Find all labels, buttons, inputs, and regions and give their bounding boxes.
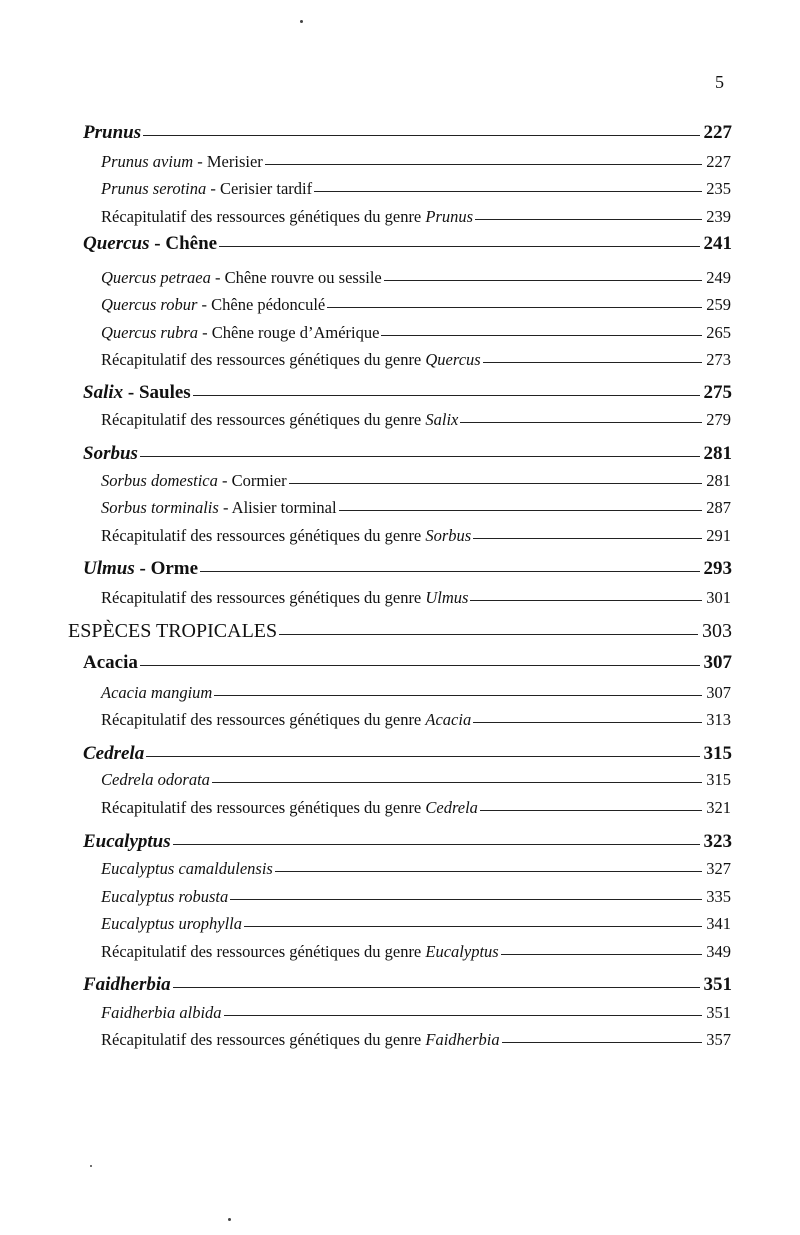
toc-entry-species [101, 207, 731, 227]
toc-entry-title-part: Ulmus [425, 588, 469, 607]
toc-entry-title [83, 652, 138, 674]
toc-entry-species [101, 798, 731, 818]
toc-entry-title-part: Faidherbia albida [101, 1003, 222, 1022]
page-number: 5 [715, 72, 724, 92]
dot-leader [327, 307, 702, 308]
toc-entry-title-part: Cedrela [83, 743, 145, 764]
toc-entry-title [83, 443, 138, 465]
toc-entry-title [101, 887, 228, 907]
toc-entry-page: 241 [703, 233, 732, 254]
toc-entry-title-part: Prunus [425, 207, 474, 226]
toc-entry-species [101, 323, 731, 343]
toc-entry-title-part: Récapitulatif des ressources génétiques du genre [101, 710, 426, 729]
toc-entry-species [101, 1003, 731, 1023]
toc-entry-title [101, 323, 379, 343]
dot-leader [219, 246, 699, 247]
toc-entry-title-part: Récapitulatif des ressources génétiques du genre [101, 588, 426, 607]
toc-entry-title-part: Acacia [425, 710, 472, 729]
toc-entry-title [101, 471, 287, 491]
toc-entry-page: 275 [703, 382, 732, 403]
toc-entry-title [83, 233, 217, 255]
toc-entry-page: 279 [706, 410, 731, 429]
toc-entry-title [101, 1003, 222, 1023]
scan-speck [300, 20, 303, 23]
toc-entry-title [101, 498, 337, 518]
scan-speck [228, 1218, 231, 1221]
toc-entry-species [101, 410, 731, 430]
toc-entry-genus [83, 382, 732, 404]
toc-entry-title [101, 350, 481, 370]
toc-entry-page: 349 [706, 942, 731, 961]
toc-entry-title-part: - Merisier [193, 152, 263, 171]
toc-entry-title-part: Quercus [425, 350, 481, 369]
toc-entry-title-part: - Saules [123, 382, 191, 403]
toc-entry-title [101, 268, 382, 288]
toc-entry-title-part: - Chêne rouvre ou sessile [210, 268, 382, 287]
toc-entry-title-part: ESPÈCES TROPICALES [68, 620, 278, 642]
toc-entry-title-part: - Orme [134, 558, 199, 579]
dot-leader [339, 510, 703, 511]
toc-entry-page: 341 [706, 914, 731, 933]
toc-entry-page: 281 [706, 471, 731, 490]
dot-leader [244, 926, 702, 927]
toc-entry-species [101, 770, 731, 790]
dot-leader [265, 164, 702, 165]
toc-entry-page: 291 [706, 526, 731, 545]
toc-entry-title-part: Sorbus [83, 443, 138, 464]
toc-entry-title [101, 683, 212, 703]
dot-leader [381, 335, 702, 336]
toc-entry-page: 227 [703, 122, 732, 143]
toc-entry-title-part: Salix [425, 410, 459, 429]
toc-entry-title-part: Eucalyptus [425, 942, 499, 961]
toc-entry-title-part: Quercus rubra [101, 323, 199, 342]
toc-entry-page: 323 [703, 831, 732, 852]
dot-leader [480, 810, 702, 811]
toc-entry-title-part: - Cormier [217, 471, 287, 490]
toc-entry-title-part: - Alisier torminal [218, 498, 337, 517]
toc-entry-page: 307 [703, 652, 732, 673]
toc-entry-species [101, 710, 731, 730]
dot-leader [475, 219, 702, 220]
toc-entry-title-part: Eucalyptus [83, 831, 171, 852]
toc-entry-genus [83, 558, 732, 580]
toc-entry-title-part: Cedrela [425, 798, 478, 817]
toc-entry-title [101, 798, 478, 818]
toc-entry-page: 265 [706, 323, 731, 342]
toc-entry-page: 351 [706, 1003, 731, 1022]
toc-entry-title-part: - Cerisier tardif [206, 179, 313, 198]
scan-speck [90, 1165, 92, 1167]
dot-leader [143, 135, 699, 136]
toc-entry-title [101, 859, 273, 879]
toc-entry-title-part: Acacia [83, 652, 138, 673]
toc-entry-species [101, 268, 731, 288]
dot-leader [200, 571, 699, 572]
toc-entry-species [101, 914, 731, 934]
toc-entry-title [83, 382, 191, 404]
toc-entry-genus [83, 831, 732, 853]
toc-entry-title-part: Récapitulatif des ressources génétiques du genre [101, 350, 426, 369]
toc-entry-title [101, 942, 499, 962]
toc-entry-page: 315 [706, 770, 731, 789]
dot-leader [275, 871, 702, 872]
toc-entry-title [101, 295, 325, 315]
toc-entry-title-part: Prunus serotina [101, 179, 207, 198]
toc-entry-page: 357 [706, 1030, 731, 1049]
toc-entry-species [101, 526, 731, 546]
toc-entry-title-part: Faidherbia [83, 974, 171, 995]
toc-entry-species [101, 588, 731, 608]
toc-entry-species [101, 350, 731, 370]
dot-leader [289, 483, 703, 484]
toc-entry-title-part: Eucalyptus camaldulensis [101, 859, 273, 878]
toc-entry-title-part: Sorbus [425, 526, 472, 545]
toc-entry-genus [83, 652, 732, 674]
dot-leader [146, 756, 699, 757]
toc-entry-page: 287 [706, 498, 731, 517]
toc-entry-page: 321 [706, 798, 731, 817]
toc-entry-title-part: Quercus [83, 233, 150, 254]
toc-entry-species [101, 859, 731, 879]
toc-entry-title-part: Faidherbia [425, 1030, 500, 1049]
toc-entry-page: 315 [703, 743, 732, 764]
toc-entry-title-part: Récapitulatif des ressources génétiques du genre [101, 410, 426, 429]
dot-leader [470, 600, 702, 601]
toc-entry-title [101, 588, 468, 608]
dot-leader [224, 1015, 703, 1016]
toc-entry-title-part: Récapitulatif des ressources génétiques du genre [101, 798, 426, 817]
toc-entry-title-part: Quercus petraea [101, 268, 211, 287]
toc-entry-species [101, 179, 731, 199]
dot-leader [279, 634, 698, 635]
dot-leader [230, 899, 702, 900]
toc-entry-genus [83, 122, 732, 144]
toc-entry-title [101, 770, 210, 790]
toc-entry-title-part: Ulmus [83, 558, 135, 579]
toc-entry-title-part: Eucalyptus robusta [101, 887, 229, 906]
toc-entry-title-part: Récapitulatif des ressources génétiques du genre [101, 526, 426, 545]
toc-entry-species [101, 683, 731, 703]
toc-entry-page: 335 [706, 887, 731, 906]
dot-leader [473, 722, 702, 723]
toc-entry-page: 293 [703, 558, 732, 579]
toc-entry-title-part: Récapitulatif des ressources génétiques du genre [101, 942, 426, 961]
toc-entry-title [83, 122, 141, 144]
toc-entry-title-part: Eucalyptus urophylla [101, 914, 242, 933]
dot-leader [212, 782, 702, 783]
toc-entry-title [83, 743, 144, 765]
toc-entry-genus [83, 743, 732, 765]
toc-entry-title [83, 974, 171, 996]
toc-entry-title [83, 558, 198, 580]
toc-entry-title-part: Sorbus domestica [101, 471, 218, 490]
dot-leader [214, 695, 702, 696]
toc-entry-page: 239 [706, 207, 731, 226]
toc-entry-page: 301 [706, 588, 731, 607]
toc-entry-title [101, 152, 263, 172]
toc-entry-title [83, 831, 171, 853]
toc-entry-title-part: Acacia mangium [101, 683, 213, 702]
dot-leader [314, 191, 702, 192]
toc-entry-species [101, 471, 731, 491]
dot-leader [193, 395, 700, 396]
toc-entry-section [68, 620, 732, 643]
dot-leader [502, 1042, 703, 1043]
toc-entry-title [101, 526, 471, 546]
toc-entry-page: 351 [703, 974, 732, 995]
toc-entry-title [101, 410, 458, 430]
dot-leader [501, 954, 703, 955]
toc-entry-species [101, 942, 731, 962]
dot-leader [173, 987, 700, 988]
toc-entry-page: 313 [706, 710, 731, 729]
toc-entry-title-part: Prunus [83, 122, 142, 143]
toc-entry-page: 307 [706, 683, 731, 702]
toc-entry-genus [83, 233, 732, 255]
toc-entry-species [101, 295, 731, 315]
toc-entry-page: 273 [706, 350, 731, 369]
toc-entry-page: 327 [706, 859, 731, 878]
toc-entry-title-part: Récapitulatif des ressources génétiques du genre [101, 1030, 426, 1049]
toc-entry-title-part: Prunus avium [101, 152, 194, 171]
toc-entry-genus [83, 974, 732, 996]
toc-entry-page: 227 [706, 152, 731, 171]
dot-leader [140, 456, 700, 457]
dot-leader [140, 665, 700, 666]
dot-leader [473, 538, 702, 539]
toc-entry-species [101, 498, 731, 518]
toc-entry-species [101, 1030, 731, 1050]
toc-entry-title [101, 710, 471, 730]
toc-entry-title [101, 914, 242, 934]
toc-entry-page: 249 [706, 268, 731, 287]
toc-entry-title [68, 620, 277, 643]
toc-entry-title-part: Sorbus torminalis [101, 498, 219, 517]
toc-entry-title-part: - Chêne pédonculé [197, 295, 326, 314]
toc-entry-title [101, 1030, 500, 1050]
toc-entry-page: 303 [702, 620, 732, 642]
toc-entry-page: 281 [703, 443, 732, 464]
dot-leader [460, 422, 702, 423]
toc-entry-title-part: - Chêne rouge d’Amérique [198, 323, 380, 342]
toc-entry-genus [83, 443, 732, 465]
toc-entry-title-part: Cedrela odorata [101, 770, 210, 789]
dot-leader [384, 280, 703, 281]
toc-entry-page: 259 [706, 295, 731, 314]
toc-entry-title-part: Salix [83, 382, 124, 403]
toc-entry-species [101, 887, 731, 907]
toc-entry-species [101, 152, 731, 172]
dot-leader [483, 362, 703, 363]
toc-entry-page: 235 [706, 179, 731, 198]
toc-entry-title [101, 179, 312, 199]
dot-leader [173, 844, 700, 845]
toc-entry-title-part: - Chêne [149, 233, 218, 254]
toc-entry-title-part: Récapitulatif des ressources génétiques du genre [101, 207, 426, 226]
toc-entry-title [101, 207, 473, 227]
toc-entry-title-part: Quercus robur [101, 295, 198, 314]
